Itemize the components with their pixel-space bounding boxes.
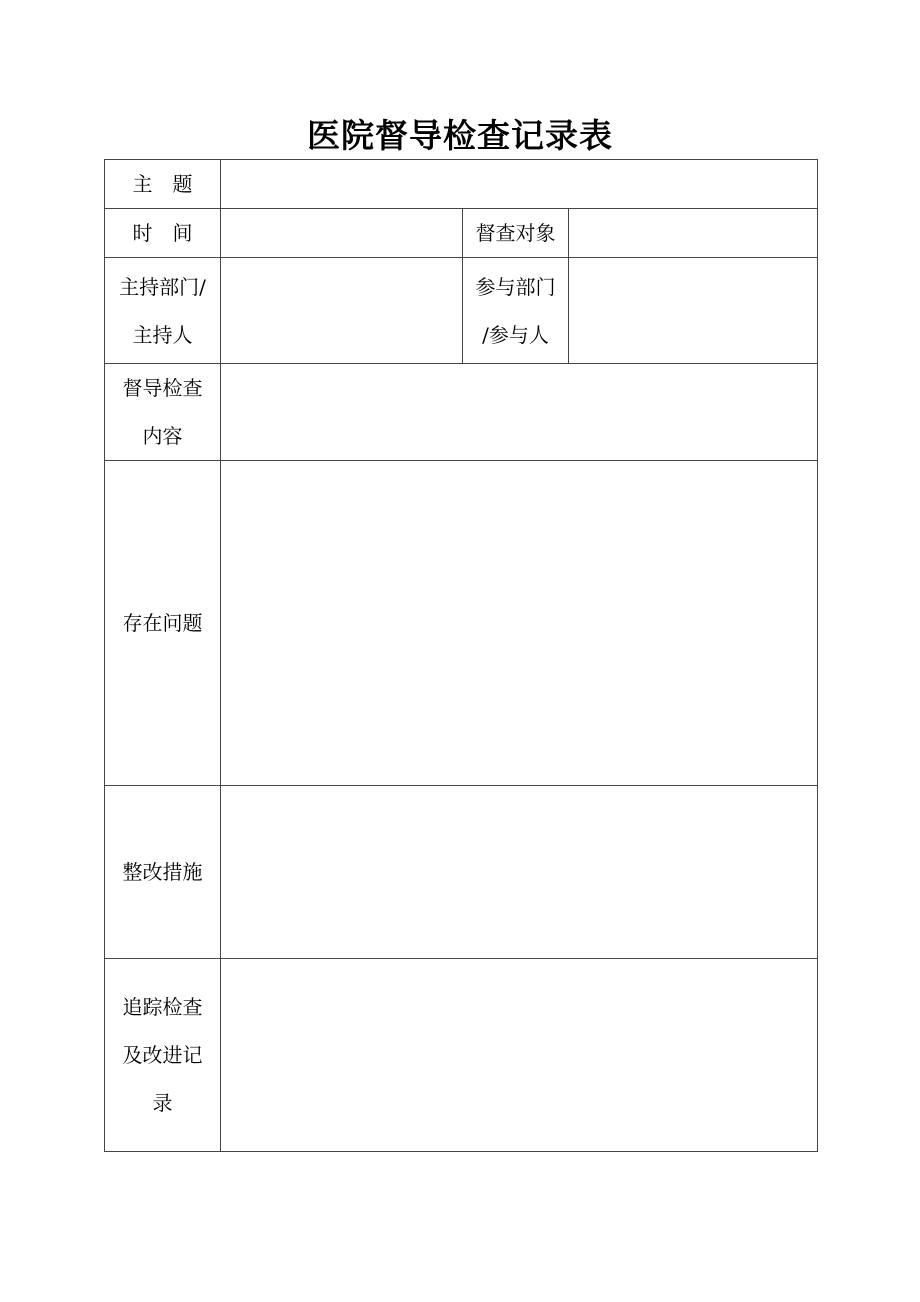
content-label-line2: 内容 [142,424,183,448]
content-field[interactable] [221,364,818,461]
subject-label [105,160,221,209]
time-row [105,209,818,258]
participant-label-line2: /参与人 [482,322,549,347]
target-field[interactable] [569,209,818,258]
followup-label-line3: 录 [152,1091,173,1115]
time-label-text: 时 间 [132,221,193,245]
subject-row [105,160,818,209]
participant-label [463,258,569,364]
content-label-line1: 督导检查 [122,376,203,400]
issues-label-text: 存在问题 [122,611,203,635]
time-field[interactable] [221,209,463,258]
host-label [105,258,221,364]
followup-label [105,959,221,1152]
issues-field[interactable] [221,461,818,786]
participant-field[interactable] [569,258,818,364]
followup-label-line1: 追踪检查 [122,995,203,1019]
host-row [105,258,818,364]
rectification-label-text: 整改措施 [122,860,203,884]
rectification-field[interactable] [221,786,818,959]
target-label [463,209,569,258]
rectification-label [105,786,221,959]
host-field[interactable] [221,258,463,364]
followup-row [105,959,818,1152]
page-title: 医院督导检查记录表 [307,116,613,155]
followup-label-line2: 及改进记 [122,1043,203,1067]
followup-field[interactable] [221,959,818,1152]
participant-label-line1: 参与部门 [475,274,556,299]
issues-row [105,461,818,786]
target-label-text: 督查对象 [475,221,556,245]
subject-label-text: 主 题 [132,172,193,196]
content-row [105,364,818,461]
host-label-line2: 主持人 [132,322,193,347]
issues-label [105,461,221,786]
time-label [105,209,221,258]
content-label [105,364,221,461]
rectification-row [105,786,818,959]
inspection-record-table [104,159,818,1152]
host-label-line1: 主持部门/ [119,274,206,299]
subject-field[interactable] [221,160,818,209]
